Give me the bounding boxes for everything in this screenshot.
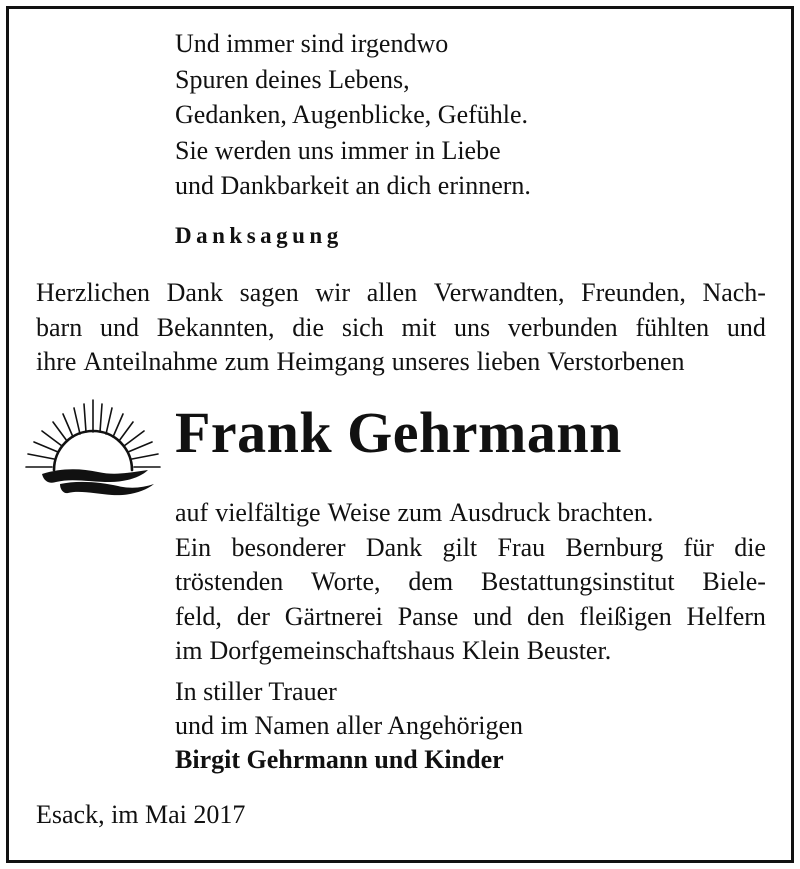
closing-line: In stiller Trauer: [175, 677, 337, 706]
word: die: [734, 532, 766, 562]
poem-line: und Dankbarkeit an dich erinnern.: [175, 171, 531, 200]
paragraph-line: [36, 345, 766, 380]
word: zum: [397, 498, 443, 527]
word: Klein: [461, 636, 520, 665]
deceased-name: Frank Gehrmann: [175, 400, 622, 465]
word: tröstenden: [175, 567, 284, 596]
word: Beuster.: [526, 636, 612, 665]
word: dem: [408, 567, 454, 596]
word: Bestattungsinstitut: [481, 567, 675, 596]
paragraph-line: [175, 496, 766, 531]
word: zum: [224, 347, 270, 376]
word: uns: [454, 312, 491, 342]
word: unseres: [391, 347, 470, 376]
poem-line: Und immer sind irgendwo: [175, 29, 449, 58]
word: Biele-: [702, 567, 766, 596]
word: mit: [401, 312, 437, 342]
sunset-over-hills-icon: [20, 398, 166, 498]
poem-line: Gedanken, Augenblicke, Gefühle.: [175, 100, 529, 129]
word: sagen: [239, 278, 299, 307]
word: für: [683, 532, 714, 562]
word: Gärtnerei: [284, 601, 383, 631]
place-date: Esack, im Mai 2017: [36, 800, 246, 829]
word: Dank: [365, 532, 423, 562]
heading-danksagung: Danksagung: [175, 223, 343, 248]
word: vielfältige: [215, 498, 321, 527]
word: Dank: [166, 278, 223, 307]
word: fleißigen: [579, 601, 672, 631]
word: im: [175, 636, 203, 665]
word: Anteilnahme: [83, 347, 218, 376]
word: Bernburg: [565, 532, 664, 562]
word: besonderer: [231, 532, 346, 562]
word: und: [100, 312, 139, 342]
thanks-paragraph: [175, 496, 766, 669]
word: sich: [341, 312, 384, 342]
poem-line: Spuren deines Lebens,: [175, 64, 410, 94]
word: und: [726, 312, 766, 342]
word: feld,: [175, 601, 222, 631]
paragraph-line: [175, 600, 766, 635]
word: Helfern: [686, 601, 766, 631]
word: Panse: [397, 601, 459, 631]
word: barn: [36, 312, 83, 342]
word: den: [526, 601, 565, 631]
paragraph-line: [36, 311, 766, 346]
word: auf: [175, 498, 209, 527]
word: allen: [366, 278, 418, 307]
word: die: [292, 312, 325, 342]
word: Ein: [175, 532, 212, 562]
word: gilt: [442, 532, 478, 562]
paragraph-line: [175, 531, 766, 566]
word: Herzlichen: [36, 278, 151, 307]
word: Bekannten,: [156, 312, 275, 342]
word: verbunden: [507, 312, 618, 342]
word: brachten.: [557, 498, 654, 527]
closing: [175, 675, 523, 777]
word: lieben: [476, 347, 541, 376]
word: Verwandten,: [433, 278, 565, 307]
word: Frau: [497, 532, 546, 562]
word: wir: [315, 278, 351, 307]
paragraph-line: [175, 565, 766, 600]
paragraph-line: [175, 634, 766, 669]
word: Freunden,: [581, 278, 686, 307]
intro-paragraph: [36, 276, 766, 380]
word: ihre: [36, 347, 77, 376]
word: Nach-: [702, 278, 766, 307]
word: Weise: [327, 498, 391, 527]
poem: [175, 26, 531, 204]
word: der: [236, 601, 270, 631]
word: Heimgang: [276, 347, 385, 376]
paragraph-line: [36, 276, 766, 311]
word: Verstorbenen: [547, 347, 685, 376]
signer-name: Birgit Gehrmann und Kinder: [175, 745, 504, 774]
word: und: [473, 601, 513, 631]
word: Ausdruck: [449, 498, 551, 527]
word: Dorfgemeinschaftshaus: [209, 636, 455, 665]
word: fühlten: [635, 312, 710, 342]
closing-line: und im Namen aller Angehörigen: [175, 711, 524, 740]
word: Worte,: [311, 567, 381, 596]
poem-line: Sie werden uns immer in Liebe: [175, 135, 501, 165]
